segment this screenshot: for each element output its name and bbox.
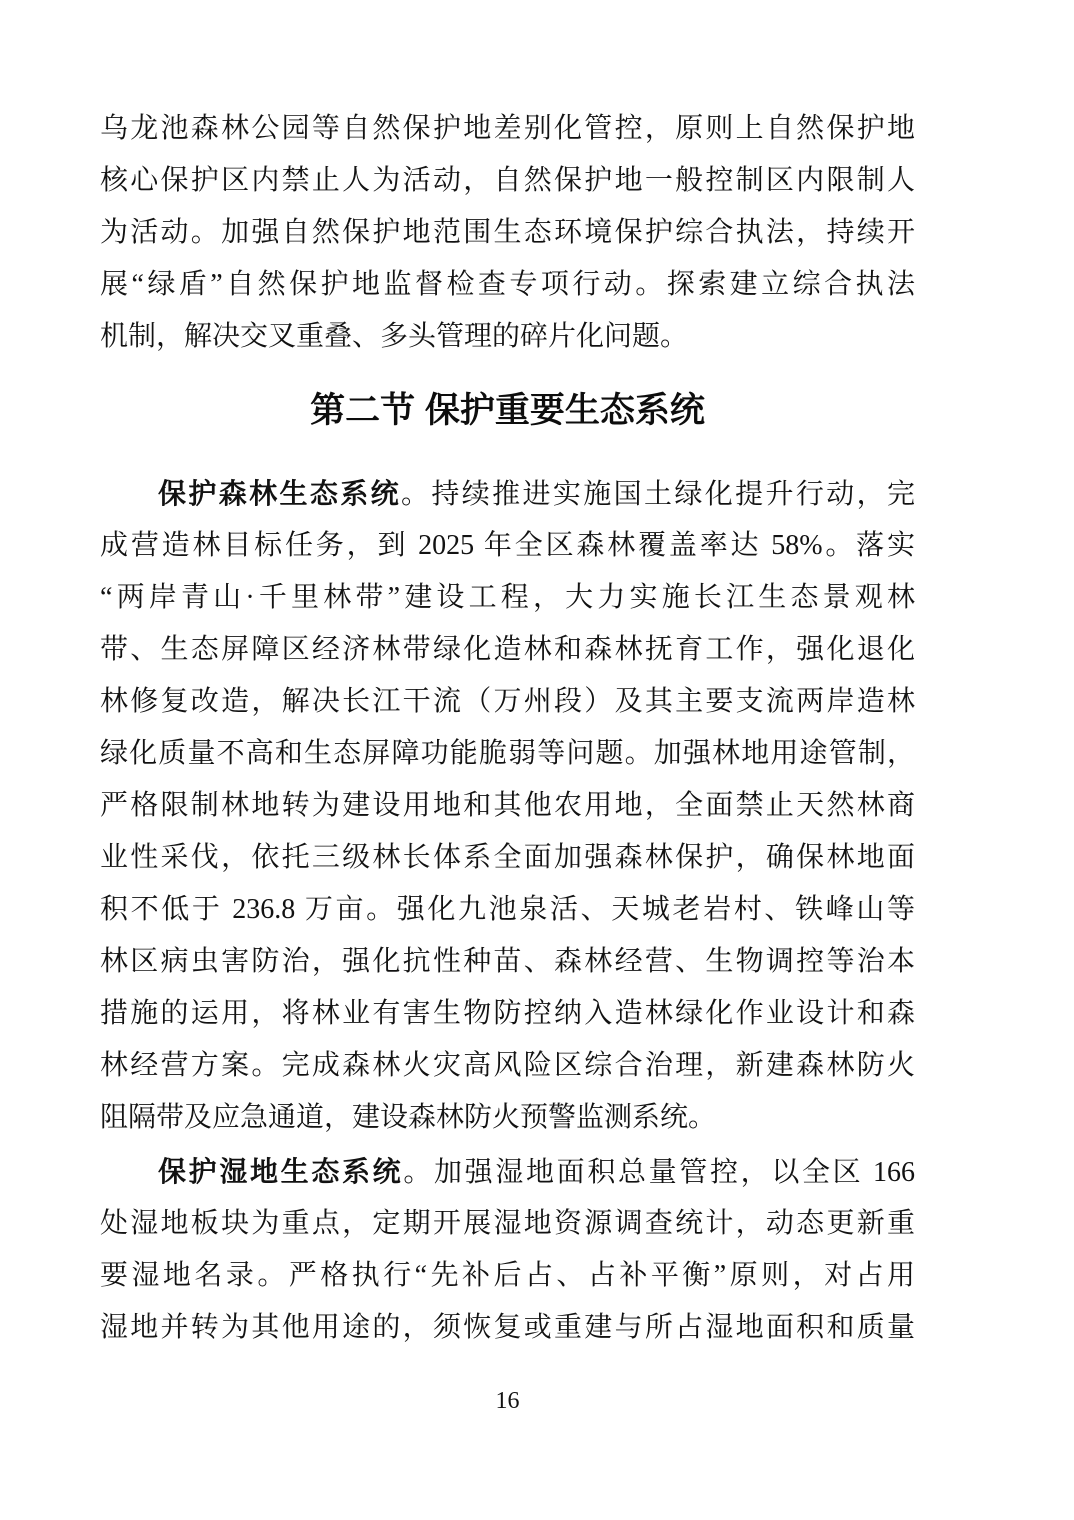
text-line xyxy=(100,572,915,624)
paragraph-forest-ecosystem xyxy=(100,468,915,1144)
body-text-segment: “两岸青山·千里林带”建设工程，大力实施长江生态景观林 xyxy=(100,582,915,613)
text-line xyxy=(100,311,915,363)
text-line xyxy=(100,988,915,1040)
paragraph-wetland-ecosystem xyxy=(100,1146,915,1354)
body-text-segment: 业性采伐，依托三级林长体系全面加强森林保护，确保林地面 xyxy=(100,842,915,873)
body-text-segment: 处湿地板块为重点，定期开展湿地资源调查统计，动态更新重 xyxy=(100,1208,915,1239)
body-text-segment: 措施的运用，将林业有害生物防控纳入造林绿化作业设计和森 xyxy=(100,998,915,1029)
body-text-segment: 为活动。加强自然保护地范围生态环境保护综合执法，持续开 xyxy=(100,217,915,248)
page-number: 16 xyxy=(495,1388,520,1414)
text-line xyxy=(100,103,915,155)
body-text-segment: 林经营方案。完成森林火灾高风险区综合治理，新建森林防火 xyxy=(100,1050,915,1081)
text-line xyxy=(100,1146,915,1198)
body-text-segment: 带、生态屏障区经济林带绿化造林和森林抚育工作，强化退化 xyxy=(100,634,915,665)
text-line xyxy=(100,936,915,988)
section-heading: 第二节 保护重要生态系统 xyxy=(310,391,705,430)
body-text-segment: 严格限制林地转为建设用地和其他农用地，全面禁止天然林商 xyxy=(100,790,915,821)
text-line xyxy=(100,259,915,311)
body-text-segment: 积不低于 236.8 万亩。强化九池泉活、天城老岩村、铁峰山等 xyxy=(100,894,915,925)
body-text-segment: 。持续推进实施国土绿化提升行动，完 xyxy=(401,479,915,510)
body-text-segment: 核心保护区内禁止人为活动，自然保护地一般控制区内限制人 xyxy=(100,165,915,196)
text-line xyxy=(100,1250,915,1302)
text-line xyxy=(100,1198,915,1250)
text-line xyxy=(100,884,915,936)
text-line xyxy=(100,1302,915,1354)
run-in-bold-heading: 保护湿地生态系统 xyxy=(158,1156,404,1187)
text-line xyxy=(100,780,915,832)
body-text-segment: 机制，解决交叉重叠、多头管理的碎片化问题。 xyxy=(100,321,689,352)
paragraph-natural-reserve-enforcement xyxy=(100,103,915,363)
text-line xyxy=(100,832,915,884)
body-text-segment: 展“绿盾”自然保护地监督检查专项行动。探索建立综合执法 xyxy=(100,269,915,300)
body-text-segment: 林修复改造，解决长江干流（万州段）及其主要支流两岸造林 xyxy=(100,686,915,717)
text-line xyxy=(100,728,915,780)
text-line xyxy=(100,520,915,572)
document-body xyxy=(100,103,915,1354)
body-text-segment: 湿地并转为其他用途的，须恢复或重建与所占湿地面积和质量 xyxy=(100,1312,915,1343)
text-line xyxy=(100,676,915,728)
body-text-segment: 成营造林目标任务，到 2025 年全区森林覆盖率达 58%。落实 xyxy=(100,530,915,561)
body-text-segment: 。加强湿地面积总量管控，以全区 166 xyxy=(403,1157,915,1188)
text-line xyxy=(100,1040,915,1092)
body-text-segment: 阻隔带及应急通道，建设森林防火预警监测系统。 xyxy=(100,1102,717,1133)
body-text-segment: 绿化质量不高和生态屏障功能脆弱等问题。加强林地用途管制， xyxy=(100,738,915,769)
text-line xyxy=(100,207,915,259)
body-text-segment: 乌龙池森林公园等自然保护地差别化管控，原则上自然保护地 xyxy=(100,113,915,144)
body-text-segment: 要湿地名录。严格执行“先补后占、占补平衡”原则，对占用 xyxy=(100,1260,915,1291)
run-in-bold-heading: 保护森林生态系统 xyxy=(158,478,401,509)
text-line xyxy=(100,155,915,207)
text-line xyxy=(100,468,915,520)
text-line xyxy=(100,1092,915,1144)
body-text-segment: 林区病虫害防治，强化抗性种苗、森林经营、生物调控等治本 xyxy=(100,946,915,977)
text-line xyxy=(100,624,915,676)
